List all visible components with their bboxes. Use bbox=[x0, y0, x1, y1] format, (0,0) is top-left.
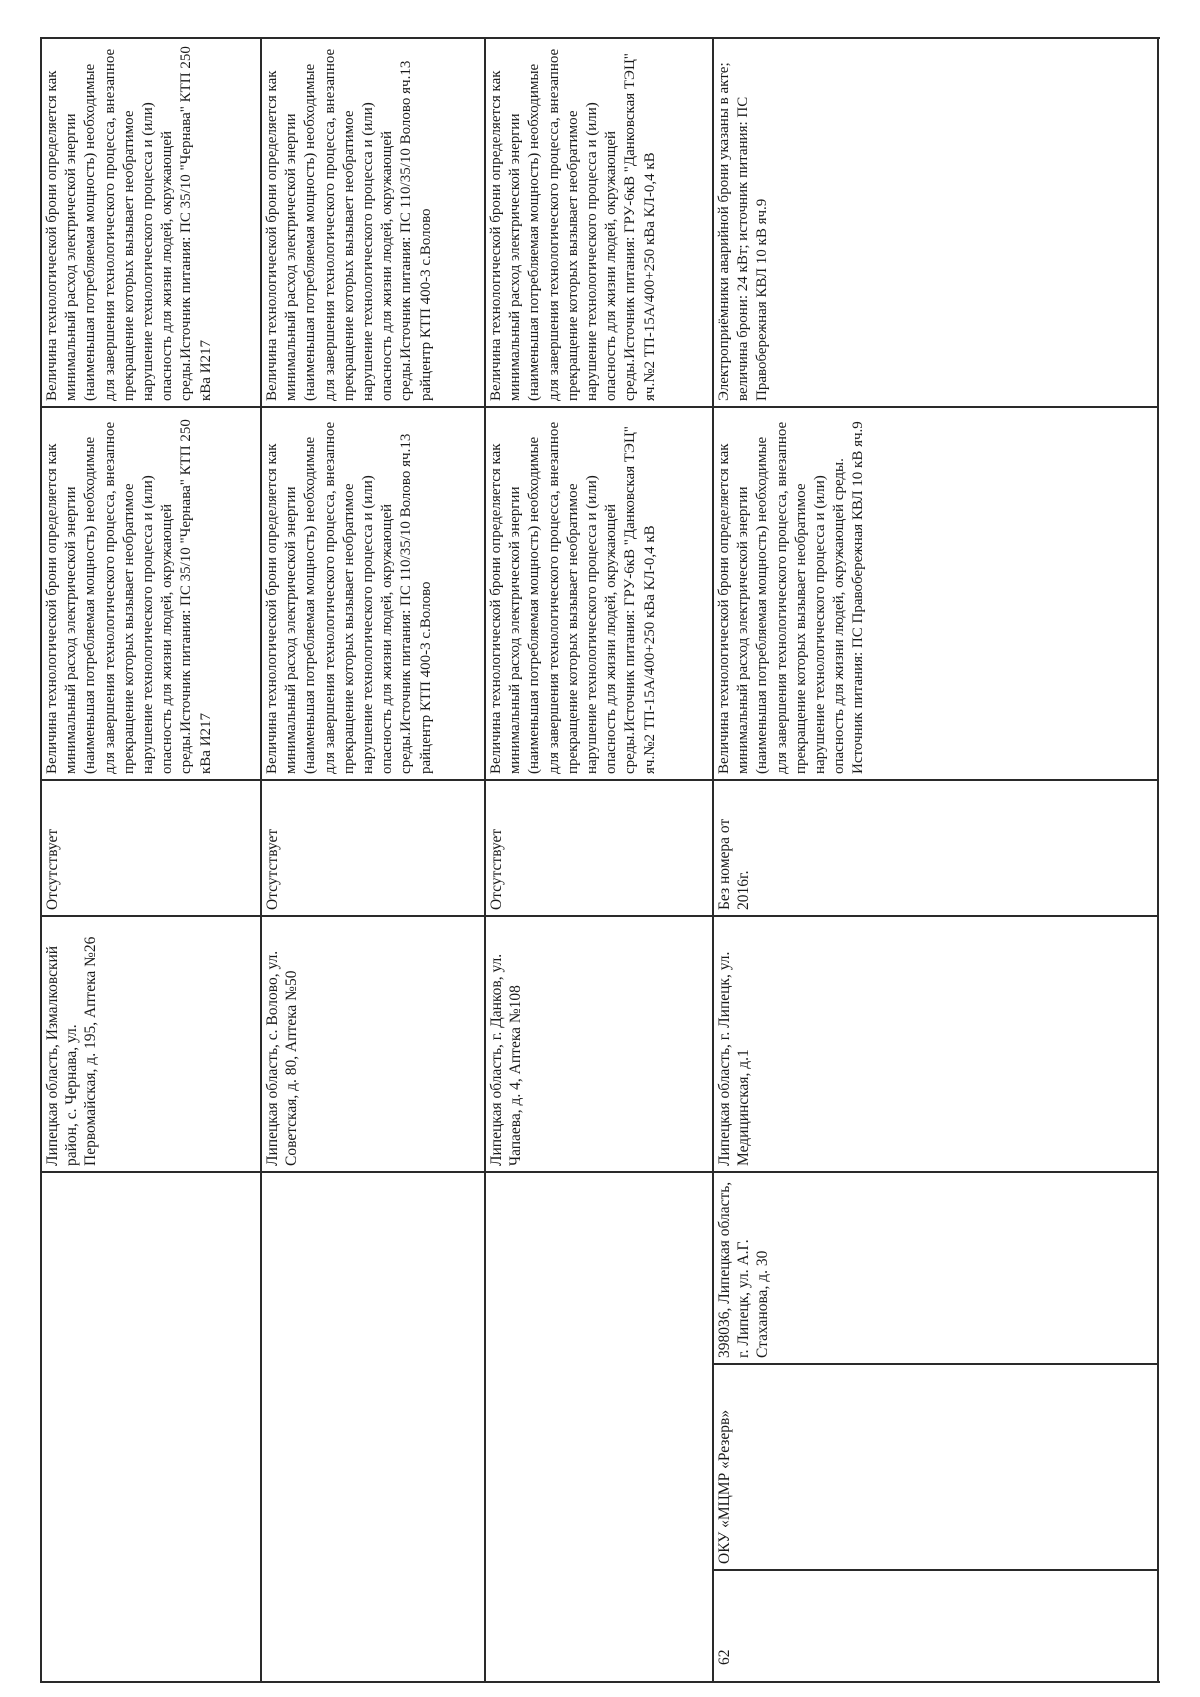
table-row-1-object-address: Липецкая область, Измалковский район, с. Чернава, ул. Первомайская, д. 195, Аптека №26 bbox=[44, 936, 100, 1166]
table-row-3-object-address: Липецкая область, г. Данков, ул. Чапаева, д. 4, Аптека №108 bbox=[488, 953, 525, 1166]
table-row-4-avar-bron: Электроприёмники аварийной брони указаны в акте; величина брони: 24 кВт; источник питания: ПС Правобережная КВЛ 10 кВ яч.9 bbox=[716, 62, 771, 401]
col-sep-act bbox=[40, 779, 1158, 781]
table-row-2-tech-bron: Величина технологической брони определяется как минимальный расход электрической энергии (наименьшая потребляемая мощность) необходимые для завершения технологического процесса, внезапное прекращение которых вызывает необратимое нарушение технологического процесса и (или) опасность для жизни людей, окружающей среды.Источник питания: ПС 110/35/10 Волово яч.13 райцентр КТП 400-3 с.Волово bbox=[264, 421, 434, 774]
table-row-1-tech-bron: Величина технологической брони определяется как минимальный расход электрической энергии (наименьшая потребляемая мощность) необходимые для завершения технологического процесса, внезапное прекращение которых вызывает необратимое нарушение технологического процесса и (или) опасность для жизни людей, окружающей среды.Источник питания: ПС 35/10 "Чернава" КТП 250 кВа И217 bbox=[44, 419, 214, 774]
row-border-bottom bbox=[1157, 37, 1159, 1683]
table-row-3-tech-bron: Величина технологической брони определяется как минимальный расход электрической энергии (наименьшая потребляемая мощность) необходимые для завершения технологического процесса, внезапное прекращение которых вызывает необратимое нарушение технологического процесса и (или) опасность для жизни людей, окружающей среды.Источник питания: ГРУ-6кВ "Данковская ТЭЦ" яч.№2 ТП-15А/400+250 кВа КЛ-0,4 кВ bbox=[488, 421, 658, 774]
col-sep-objaddr bbox=[40, 915, 1158, 917]
table-row-2-act: Отсутствует bbox=[264, 828, 281, 910]
table-row-4-org: ОКУ «МЦМР «Резерв» bbox=[716, 1409, 733, 1564]
table-row-4-num: 62 bbox=[716, 1649, 733, 1665]
table-row-1-act: Отсутствует bbox=[44, 828, 61, 910]
table-row-2-object-address: Липецкая область, с. Волово, ул. Советская, д. 80, Аптека №50 bbox=[264, 950, 301, 1166]
table-row-3-act: Отсутствует bbox=[488, 828, 505, 910]
table-border-right bbox=[40, 37, 1160, 39]
table-row-1-avar-bron: Величина технологической брони определяется как минимальный расход электрической энергии (наименьшая потребляемая мощность) необходимые для завершения технологического процесса, внезапное прекращение которых вызывает необратимое нарушение технологического процесса и (или) опасность для жизни людей, окружающей среды.Источник питания: ПС 35/10 "Чернава" КТП 250 кВа И217 bbox=[44, 46, 214, 401]
col-sep-org bbox=[712, 1363, 1158, 1365]
table-border-left bbox=[40, 1681, 1160, 1683]
col-sep-orgaddr bbox=[40, 1171, 1158, 1173]
table-row-4-org-address: 398036, Липецкая область, г. Липецк, ул. А.Г. Стаханова, д. 30 bbox=[716, 1181, 772, 1358]
table-row-4-tech-bron: Величина технологической брони определяется как минимальный расход электрической энергии (наименьшая потребляемая мощность) необходимые для завершения технологического процесса, внезапное прекращение которых вызывает необратимое нарушение технологического процесса и (или) опасность для жизни людей, окружающей среды. Источник питания: ПС Правобережная КВЛ 10 кВ яч.9 bbox=[716, 421, 867, 774]
table-row-4-act: Без номера от 2016г. bbox=[716, 818, 753, 910]
table-row-4-object-address: Липецкая область, г. Липецк, ул. Медицинская, д.1 bbox=[716, 951, 753, 1166]
col-sep-tech bbox=[40, 406, 1158, 408]
table-row-2-avar-bron: Величина технологической брони определяется как минимальный расход электрической энергии (наименьшая потребляемая мощность) необходимые для завершения технологического процесса, внезапное прекращение которых вызывает необратимое нарушение технологического процесса и (или) опасность для жизни людей, окружающей среды.Источник питания: ПС 110/35/10 Волово яч.13 райцентр КТП 400-3 с.Волово bbox=[264, 48, 434, 401]
table-row-3-avar-bron: Величина технологической брони определяется как минимальный расход электрической энергии (наименьшая потребляемая мощность) необходимые для завершения технологического процесса, внезапное прекращение которых вызывает необратимое нарушение технологического процесса и (или) опасность для жизни людей, окружающей среды.Источник питания: ГРУ-6кВ "Данковская ТЭЦ" яч.№2 ТП-15А/400+250 кВа КЛ-0,4 кВ bbox=[488, 48, 658, 401]
col-sep-num bbox=[712, 1569, 1158, 1571]
